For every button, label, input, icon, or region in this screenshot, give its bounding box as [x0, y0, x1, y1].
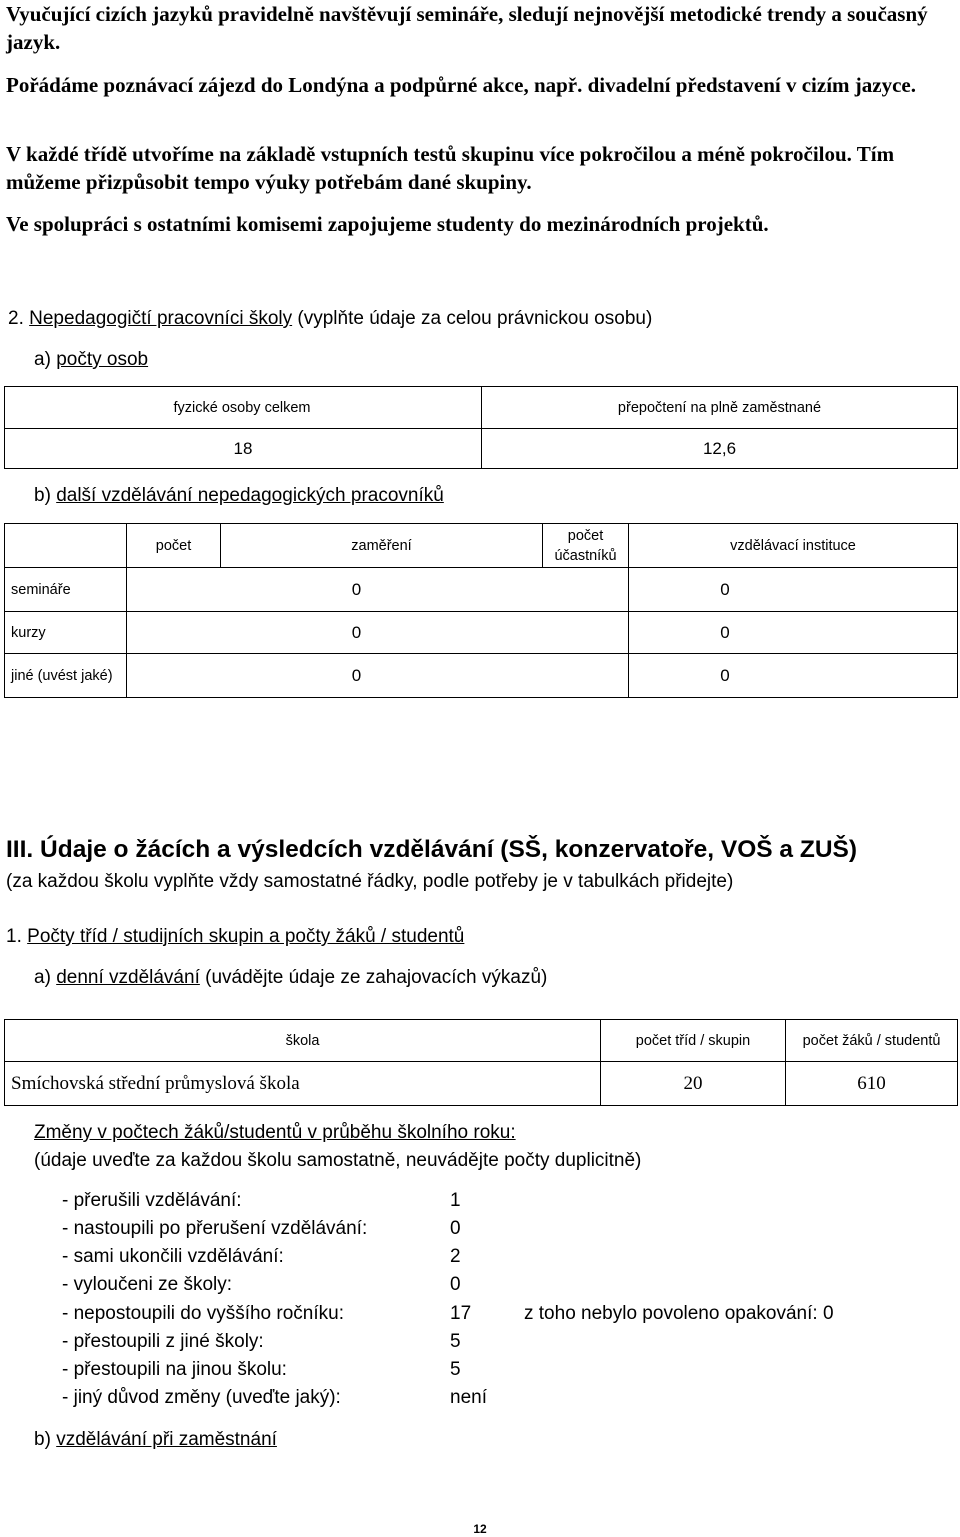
students-count: 610 [786, 1062, 958, 1106]
intro-paragraph-3: V každé třídě utvoříme na základě vstupních testů skupinu více pokročilou a méně pokročilou. Tím můžeme přizpůsobit tempo výuky potřebám dané skupiny. [6, 142, 895, 194]
classes-header-trid: počet tříd / skupin [601, 1020, 786, 1062]
training-row-pocet: 0 [127, 612, 629, 654]
training-row-pocet: 0 [127, 568, 629, 612]
value-prepocteni: 12,6 [482, 429, 958, 469]
training-row-label: semináře [5, 568, 127, 612]
section-3-1b-prefix: b) [34, 1429, 57, 1450]
change-label: - nastoupili po přerušení vzdělávání: [62, 1218, 368, 1239]
section-3-1a-label [34, 966, 547, 990]
section-2a-text: počty osob [56, 349, 149, 370]
section-2b-label [34, 484, 444, 508]
classes-header-zaku: počet žáků / studentů [786, 1020, 958, 1062]
change-value: 0 [450, 1218, 461, 1239]
change-label: - sami ukončili vzdělávání: [62, 1246, 284, 1267]
section-3-1-number: 1. [6, 926, 22, 947]
change-value: 5 [450, 1359, 461, 1380]
changes-title: Změny v počtech žáků/studentů v průběhu školního roku: [34, 1122, 516, 1143]
table-row [5, 568, 958, 612]
table-row [5, 612, 958, 654]
section-2a-label [34, 348, 148, 372]
table-row [5, 654, 958, 698]
changes-note: (údaje uveďte za každou školu samostatně, neuvádějte počty duplicitně) [34, 1150, 642, 1171]
change-value: není [450, 1387, 487, 1408]
change-extra: z toho nebylo povoleno opakování: 0 [524, 1303, 834, 1324]
change-value: 1 [450, 1190, 461, 1211]
section-2a-prefix: a) [34, 349, 57, 370]
section-2-number: 2. [8, 308, 24, 329]
staff-count-table [4, 386, 958, 469]
change-value: 2 [450, 1246, 461, 1267]
change-label: - nepostoupili do vyššího ročníku: [62, 1303, 344, 1324]
section-2-title [8, 307, 652, 331]
header-fyzicke-osoby: fyzické osoby celkem [5, 387, 482, 429]
change-label: - přestoupili z jiné školy: [62, 1331, 264, 1352]
change-value: 5 [450, 1331, 461, 1352]
intro-paragraph-1: Vyučující cizích jazyků pravidelně navštěvují semináře, sledují nejnovější metodické trendy a současný jazyk. [6, 2, 928, 54]
section-2-note: (vyplňte údaje za celou právnickou osobu) [292, 308, 653, 329]
page-number: 12 [473, 1522, 487, 1536]
section-2b-prefix: b) [34, 485, 57, 506]
training-table [4, 523, 958, 698]
change-label: - vyloučeni ze školy: [62, 1274, 233, 1295]
classes-header-skola: škola [5, 1020, 601, 1062]
section-3-1-heading: Počty tříd / studijních skupin a počty žáků / studentů [27, 926, 465, 947]
section-2-heading: Nepedagogičtí pracovníci školy [29, 308, 293, 329]
change-label: - přestoupili na jinou školu: [62, 1359, 287, 1380]
section-3-1b-label [34, 1428, 277, 1452]
training-header-instituce: vzdělávací instituce [629, 524, 958, 568]
section-3-1-title [6, 925, 464, 949]
training-header-zamereni: zaměření [221, 524, 543, 568]
section-3-1a-text: denní vzdělávání [56, 967, 200, 988]
training-row-label: jiné (uvést jaké) [5, 654, 127, 698]
change-label: - jiný důvod změny (uveďte jaký): [62, 1387, 341, 1408]
value-fyzicke-osoby: 18 [5, 429, 482, 469]
training-header-pocet: počet [127, 524, 221, 568]
section-2b-text: další vzdělávání nepedagogických pracovníků [56, 485, 444, 506]
change-label: - přerušili vzdělávání: [62, 1190, 242, 1211]
training-row-label: kurzy [5, 612, 127, 654]
section-3-subheading: (za každou školu vyplňte vždy samostatné řádky, podle potřeby je v tabulkách přidejte) [6, 871, 734, 892]
section-3-1a-prefix: a) [34, 967, 57, 988]
training-row-ucastniku: 0 [629, 654, 958, 698]
section-3-heading: III. Údaje o žácích a výsledcích vzdělávání (SŠ, konzervatoře, VOŠ a ZUŠ) [6, 836, 858, 863]
training-row-pocet: 0 [127, 654, 629, 698]
training-row-ucastniku: 0 [629, 568, 958, 612]
training-header-empty [5, 524, 127, 568]
training-header-ucastniku: počet účastníků [543, 524, 629, 568]
table-row [5, 1062, 958, 1106]
training-row-ucastniku: 0 [629, 612, 958, 654]
intro-paragraph-4: Ve spolupráci s ostatními komisemi zapojujeme studenty do mezinárodních projektů. [6, 212, 769, 236]
intro-paragraph-2: Pořádáme poznávací zájezd do Londýna a podpůrné akce, např. divadelní představení v cizím jazyce. [6, 73, 916, 97]
change-value: 17 [450, 1303, 472, 1324]
classes-count: 20 [601, 1062, 786, 1106]
classes-school-name: Smíchovská střední průmyslová škola [5, 1062, 601, 1106]
change-value: 0 [450, 1274, 461, 1295]
header-prepocteni: přepočtení na plně zaměstnané [482, 387, 958, 429]
section-3-1b-text: vzdělávání při zaměstnání [56, 1429, 277, 1450]
classes-table [4, 1019, 958, 1106]
section-3-1a-note: (uvádějte údaje ze zahajovacích výkazů) [199, 967, 548, 988]
